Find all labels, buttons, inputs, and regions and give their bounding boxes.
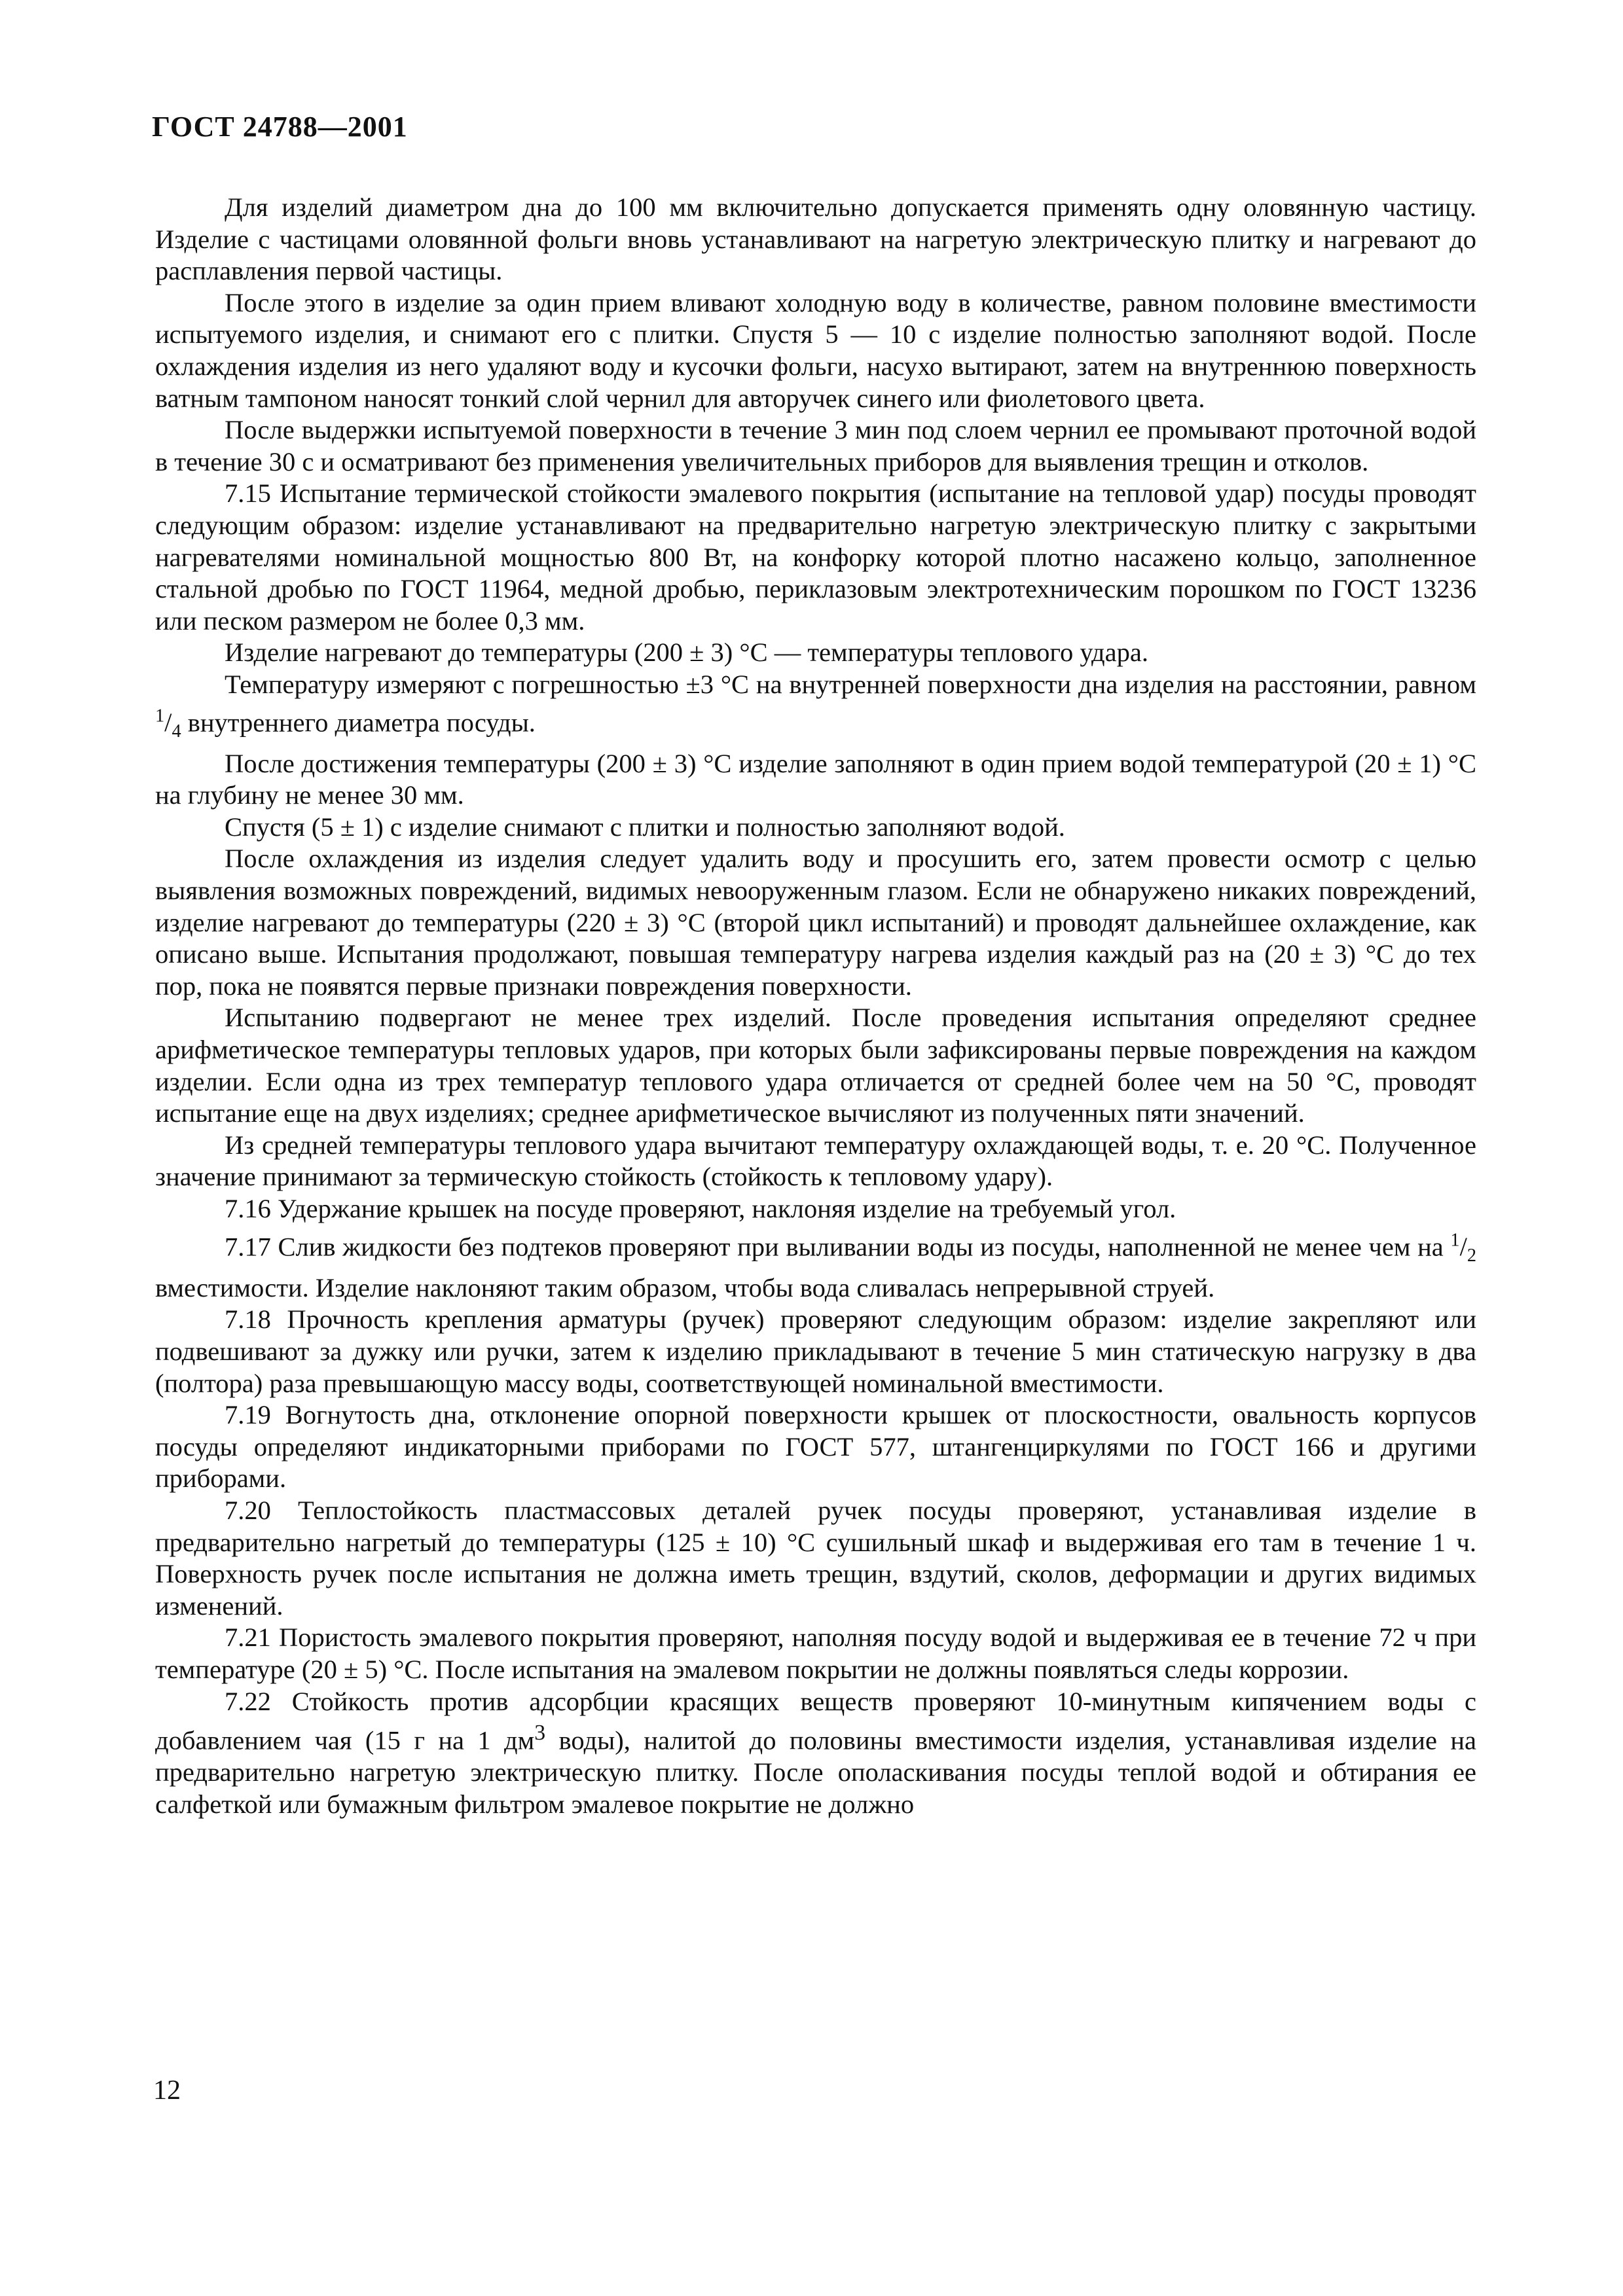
paragraph-temperature-measurement bbox=[155, 669, 1476, 748]
paragraph: Спустя (5 ± 1) с изделие снимают с плитки и полностью заполняют водой. bbox=[225, 812, 1065, 842]
text: 7.22 Стойкость против адсорбции красящих веществ проверяют 10-минутным кипячением воды с добавлением чая (15 г на 1 дм bbox=[155, 1686, 1476, 1755]
fraction-numerator: 1 bbox=[155, 706, 165, 726]
paragraph: После этого в изделие за один прием вливают холодную воду в количестве, равном половине вместимости испытуемого изделия, и снимают его с плитки. Спустя 5 — 10 с изделие полностью заполняют водой. После охлаждения изделия из него удаляют воду и кусочки фольги, насухо вытирают, затем на внутреннюю поверхность ватным тампоном наносят тонкий слой чернил для авторучек синего или фиолетового цвета. bbox=[155, 287, 1476, 413]
text: воды), налитой до половины вместимости изделия, устанавливая изделие на предварительно нагретую электрическую плитку. После ополаскивания посуды теплой водой и обтирания ее салфеткой или бумажным фильтром эмалевое покрытие не должно bbox=[155, 1725, 1476, 1819]
paragraph: 7.18 Прочность крепления арматуры (ручек) проверяют следующим образом: изделие закрепляют или подвешивают за дужку или ручки, затем к изделию прикладывают в течение 5 мин статическую нагрузку в два (полтора) раза превышающую массу воды, соответствующей номинальной вместимости. bbox=[155, 1304, 1476, 1398]
paragraph-7-22 bbox=[155, 1686, 1476, 1821]
paragraph: 7.20 Теплостойкость пластмассовых деталей ручек посуды проверяют, устанавливая изделие в предварительно нагретый до температуры (125 ± 10) °С сушильный шкаф и выдерживая его там в течение 1 ч. Поверхность ручек после испытания не должна иметь трещин, вздутий, сколов, деформации и других видимых изменений. bbox=[155, 1495, 1476, 1621]
paragraph: 7.21 Пористость эмалевого покрытия проверяют, наполняя посуду водой и выдерживая ее в течение 72 ч при температуре (20 ± 5) °С. После испытания на эмалевом покрытии не должны появляться следы коррозии. bbox=[155, 1623, 1476, 1684]
fraction-numerator: 1 bbox=[1450, 1230, 1460, 1251]
document-body bbox=[155, 192, 1476, 1820]
document-header: ГОСТ 24788—2001 bbox=[152, 111, 408, 143]
paragraph: После выдержки испытуемой поверхности в течение 3 мин под слоем чернил ее промывают проточной водой в течение 30 с и осматривают без применения увеличительных приборов для выявления трещин и отколов. bbox=[155, 415, 1476, 476]
paragraph: 7.16 Удержание крышек на посуде проверяют, наклоняя изделие на требуемый угол. bbox=[225, 1194, 1176, 1223]
paragraph: Для изделий диаметром дна до 100 мм включительно допускается применять одну оловянную частицу. Изделие с частицами оловянной фольги вновь устанавливают на нагретую электрическую плитку и нагревают до расплавления первой частицы. bbox=[155, 192, 1476, 286]
text: Температуру измеряют с погрешностью ±3 °С на внутренней поверхности дна изделия на расстоянии, равном bbox=[225, 669, 1476, 699]
text: внутреннего диаметра посуды. bbox=[181, 708, 536, 737]
fraction-denominator: 2 bbox=[1467, 1246, 1476, 1266]
text: вместимости. Изделие наклоняют таким образом, чтобы вода сливалась непрерывной струей. bbox=[155, 1272, 1215, 1302]
paragraph: 7.19 Вогнутость дна, отклонение опорной поверхности крышек от плоскостности, овальность корпусов посуды определяют индикаторными приборами по ГОСТ 577, штангенциркулями по ГОСТ 166 и другими приборами. bbox=[155, 1400, 1476, 1494]
paragraph: 7.15 Испытание термической стойкости эмалевого покрытия (испытание на тепловой удар) посуды проводят следующим образом: изделие устанавливают на предварительно нагретую электрическую плитку с закрытыми нагревателями номинальной мощностью 800 Вт, на конфорку которой плотно насажено кольцо, заполненное стальной дробью по ГОСТ 11964, медной дробью, периклазовым электротехническим порошком по ГОСТ 13236 или песком размером не более 0,3 мм. bbox=[155, 478, 1476, 636]
text: 7.17 Слив жидкости без подтеков проверяют при выливании воды из посуды, наполненной не менее чем на bbox=[225, 1232, 1451, 1262]
paragraph-7-17 bbox=[155, 1225, 1476, 1304]
fraction: $^1/_2$ bbox=[1450, 1230, 1476, 1266]
page-number: 12 bbox=[153, 2075, 181, 2106]
paragraph: Из средней температуры теплового удара вычитают температуру охлаждающей воды, т. е. 20 °С. Полученное значение принимают за термическую стойкость (стойкость к тепловому удару). bbox=[155, 1130, 1476, 1192]
fraction: $^1/_4$ bbox=[155, 706, 181, 742]
paragraph: После достижения температуры (200 ± 3) °С изделие заполняют в один прием водой температурой (20 ± 1) °С на глубину не менее 30 мм. bbox=[155, 748, 1476, 810]
paragraph: Изделие нагревают до температуры (200 ± 3) °С — температуры теплового удара. bbox=[225, 637, 1148, 668]
superscript: 3 bbox=[534, 1721, 546, 1746]
paragraph: Испытанию подвергают не менее трех изделий. После проведения испытания определяют среднее арифметическое температуры тепловых ударов, при которых были зафиксированы первые повреждения на каждом изделии. Если одна из трех температур теплового удара отличается от средней более чем на 50 °С, проводят испытание еще на двух изделиях; среднее арифметическое вычисляют из полученных пяти значений. bbox=[155, 1003, 1476, 1128]
fraction-denominator: 4 bbox=[172, 721, 181, 742]
paragraph: После охлаждения из изделия следует удалить воду и просушить его, затем провести осмотр с целью выявления возможных повреждений, видимых невооруженным глазом. Если не обнаружено никаких повреждений, изделие нагревают до температуры (220 ± 3) °С (второй цикл испытаний) и проводят дальнейшее охлаждение, как описано выше. Испытания продолжают, повышая температуру нагрева изделия каждый раз на (20 ± 3) °С до тех пор, пока не появятся первые признаки повреждения поверхности. bbox=[155, 844, 1476, 1001]
